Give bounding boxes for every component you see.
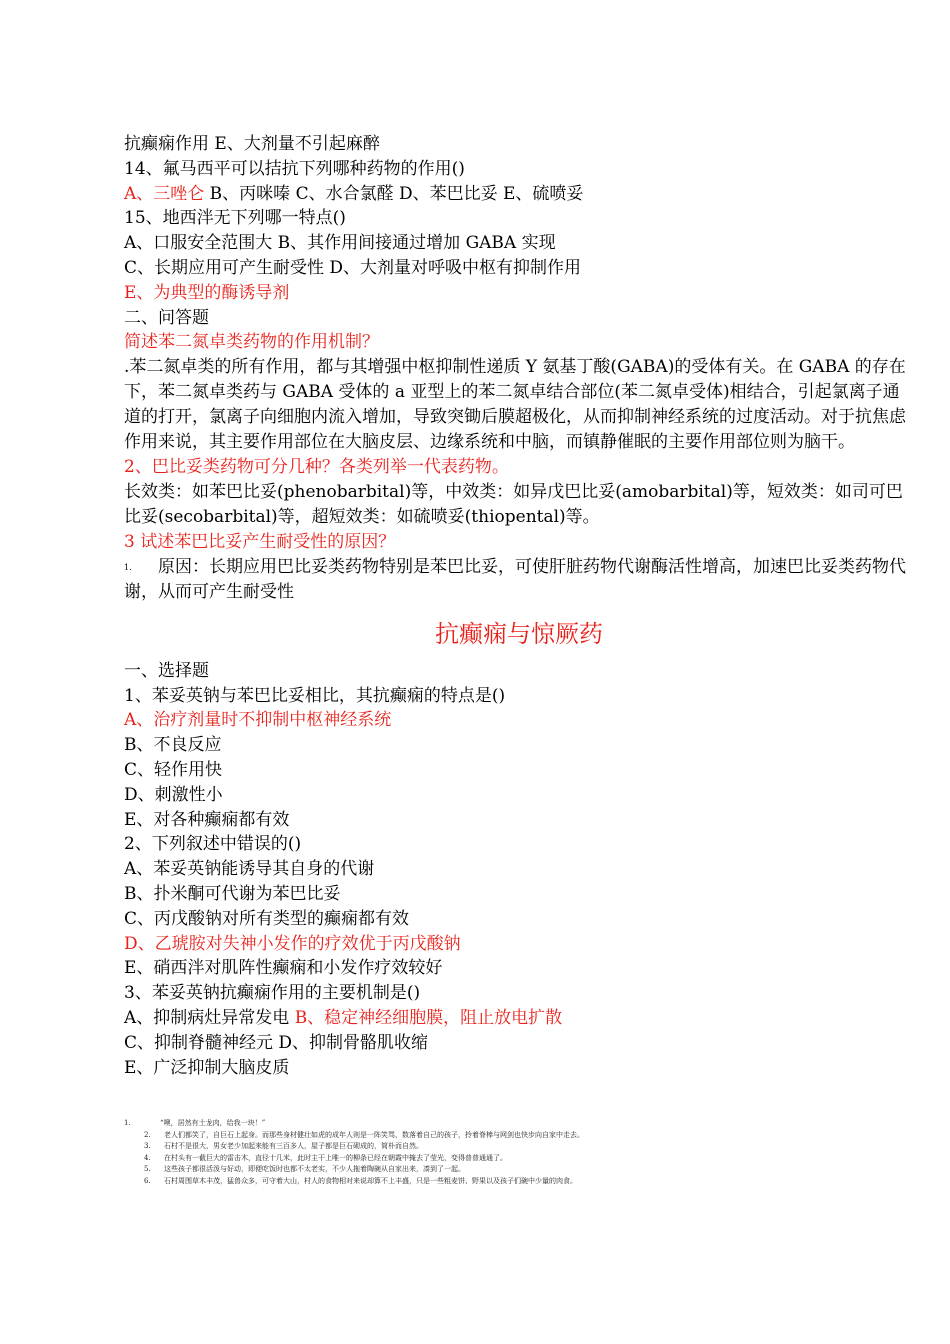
- footnote: [124, 1153, 824, 1165]
- answer-highlight: A、三唑仑: [124, 183, 205, 204]
- footnote: [124, 1130, 824, 1142]
- question-1-answer: A、治疗剂量时不抑制中枢神经系统: [124, 710, 392, 731]
- qa-answer-2: 长效类：如苯巴比妥(phenobarbital)等，中效类：如异戊巴比妥(amobarbital)等，短效类：如司可巴比妥(secobarbital)等，超短效类：如硫喷妥(thiopental)等。: [124, 481, 903, 527]
- footnote: [124, 1118, 824, 1130]
- question-15-answer: E、为典型的酶诱导剂: [124, 282, 290, 303]
- footnote: [124, 1176, 824, 1188]
- option: E、广泛抑制大脑皮质: [124, 1057, 290, 1078]
- section-title: 抗癫痫与惊厥药: [435, 619, 603, 648]
- qa-question-2: 2、巴比妥类药物可分几种？各类列举一代表药物。: [124, 457, 509, 478]
- question-14-options: [124, 182, 914, 207]
- question-1: 1、苯妥英钠与苯巴比妥相比，其抗癫痫的特点是(): [124, 685, 506, 706]
- option: C、丙戊酸钠对所有类型的癫痫都有效: [124, 908, 410, 929]
- option: E、对各种癫痫都有效: [124, 809, 290, 830]
- document-page: [124, 132, 914, 1080]
- footnote-text: 石村周围草木丰茂，猛兽众多，可守着大山，村人的食物相对来说却算不上丰盛，只是一些粗麦饼、野果以及孩子们碗中少量的肉食。: [164, 1176, 577, 1185]
- qa-answer-1: .苯二氮卓类的所有作用，都与其增强中枢抑制性递质 Y 氨基丁酸(GABA)的受体有关。在 GABA 的存在下，苯二氮卓类药与 GABA 受体的 a 亚型上的苯二氮卓结合部位(苯二氮卓受体)相结合，引起氯离子通道的打开，氯离子向细胞内流入增加，导致突锄后膜超极化，从而抑制神经系统的过度活动。对于抗焦虑作用来说，其主要作用部位在大脑皮层、边缘系统和中脑，而镇静催眠的主要作用部位则为脑干。: [124, 357, 906, 453]
- question-15: 15、地西泮无下列哪一特点(): [124, 208, 346, 229]
- qa-question-3: 3 试述苯巴比妥产生耐受性的原因？: [124, 531, 396, 552]
- footnotes: [124, 1118, 824, 1187]
- part-heading: 一、选择题: [124, 660, 209, 681]
- question-14: 14、氟马西平可以拮抗下列哪种药物的作用(): [124, 158, 465, 179]
- qa-answer-3: [124, 555, 914, 605]
- question-3: 3、苯妥英钠抗癫痫作用的主要机制是(): [124, 983, 421, 1004]
- footnote-number: 4.: [144, 1153, 151, 1162]
- footnote-marker: 1.: [124, 562, 132, 572]
- option: D、刺激性小: [124, 784, 223, 805]
- option: A、苯妥英钠能诱导其自身的代谢: [124, 859, 375, 880]
- footnote: [124, 1141, 824, 1153]
- footnote-text: 在村头有一截巨大的雷击木，直径十几米，此时主干上唯一的柳条已经在朝霞中掩去了莹光，变得普普通通了。: [164, 1153, 507, 1162]
- option-a: A、抑制病灶异常发电: [124, 1007, 295, 1028]
- footnote-number: 1.: [124, 1119, 131, 1127]
- footnote-number: 3.: [144, 1142, 151, 1150]
- footnote-text: 老人们都笑了，自巨石上起身。而那些身材健壮如虎的成年人则是一阵笑骂，数落着自己的孩子，拎着脊棒与网剑也快步向自家中走去。: [164, 1130, 584, 1139]
- option: C、轻作用快: [124, 759, 223, 780]
- question-15-option-ab: A、口服安全范围大 B、其作用间接通过增加 GABA 实现: [124, 233, 556, 254]
- footnote-number: 5.: [144, 1165, 151, 1173]
- question-15-option-cd: C、长期应用可产生耐受性 D、大剂量对呼吸中枢有抑制作用: [124, 257, 582, 278]
- footnote-text: 石村不是很大，男女老少加起来能有三百多人，屋子都是巨石砌成的，简朴而自然。: [164, 1142, 423, 1150]
- qa-question-1: 简述苯二氮卓类药物的作用机制？: [124, 332, 379, 353]
- option: B、扑米酮可代谢为苯巴比妥: [124, 883, 341, 904]
- question-3-options-ab: [124, 1006, 914, 1031]
- qa-answer-3-text: 原因：长期应用巴比妥类药物特别是苯巴比妥，可使肝脏药物代谢酶活性增高，加速巴比妥类药物代谢，从而可产生耐受性: [124, 556, 906, 602]
- text-line: 抗癫痫作用 E、大剂量不引起麻醉: [124, 134, 380, 154]
- option: E、硝西泮对肌阵性癫痫和小发作疗效较好: [124, 958, 443, 979]
- question-2-answer: D、乙琥胺对失神小发作的疗效优于丙戊酸钠: [124, 933, 461, 954]
- footnote-text: “噢，居然有土龙肉，给我一块！”: [160, 1119, 266, 1127]
- question-2: 2、下列叙述中错误的(): [124, 834, 302, 855]
- section-heading: 二、问答题: [124, 307, 209, 328]
- question-3-answer: B、稳定神经细胞膜，阻止放电扩散: [294, 1007, 563, 1028]
- options-text: B、丙咪嗪 C、水合氯醛 D、苯巴比妥 E、硫喷妥: [204, 183, 584, 204]
- option: C、抑制脊髓神经元 D、抑制骨骼肌收缩: [124, 1032, 429, 1053]
- footnote: [124, 1164, 824, 1176]
- footnote-number: 2.: [144, 1130, 151, 1139]
- footnote-text: 这些孩子都很活泼与好动，即便吃饭时也都不太老实，不少人拖着陶碗从自家出来，凑到了一起。: [164, 1165, 465, 1173]
- footnote-number: 6.: [144, 1176, 151, 1185]
- option: B、不良反应: [124, 735, 222, 756]
